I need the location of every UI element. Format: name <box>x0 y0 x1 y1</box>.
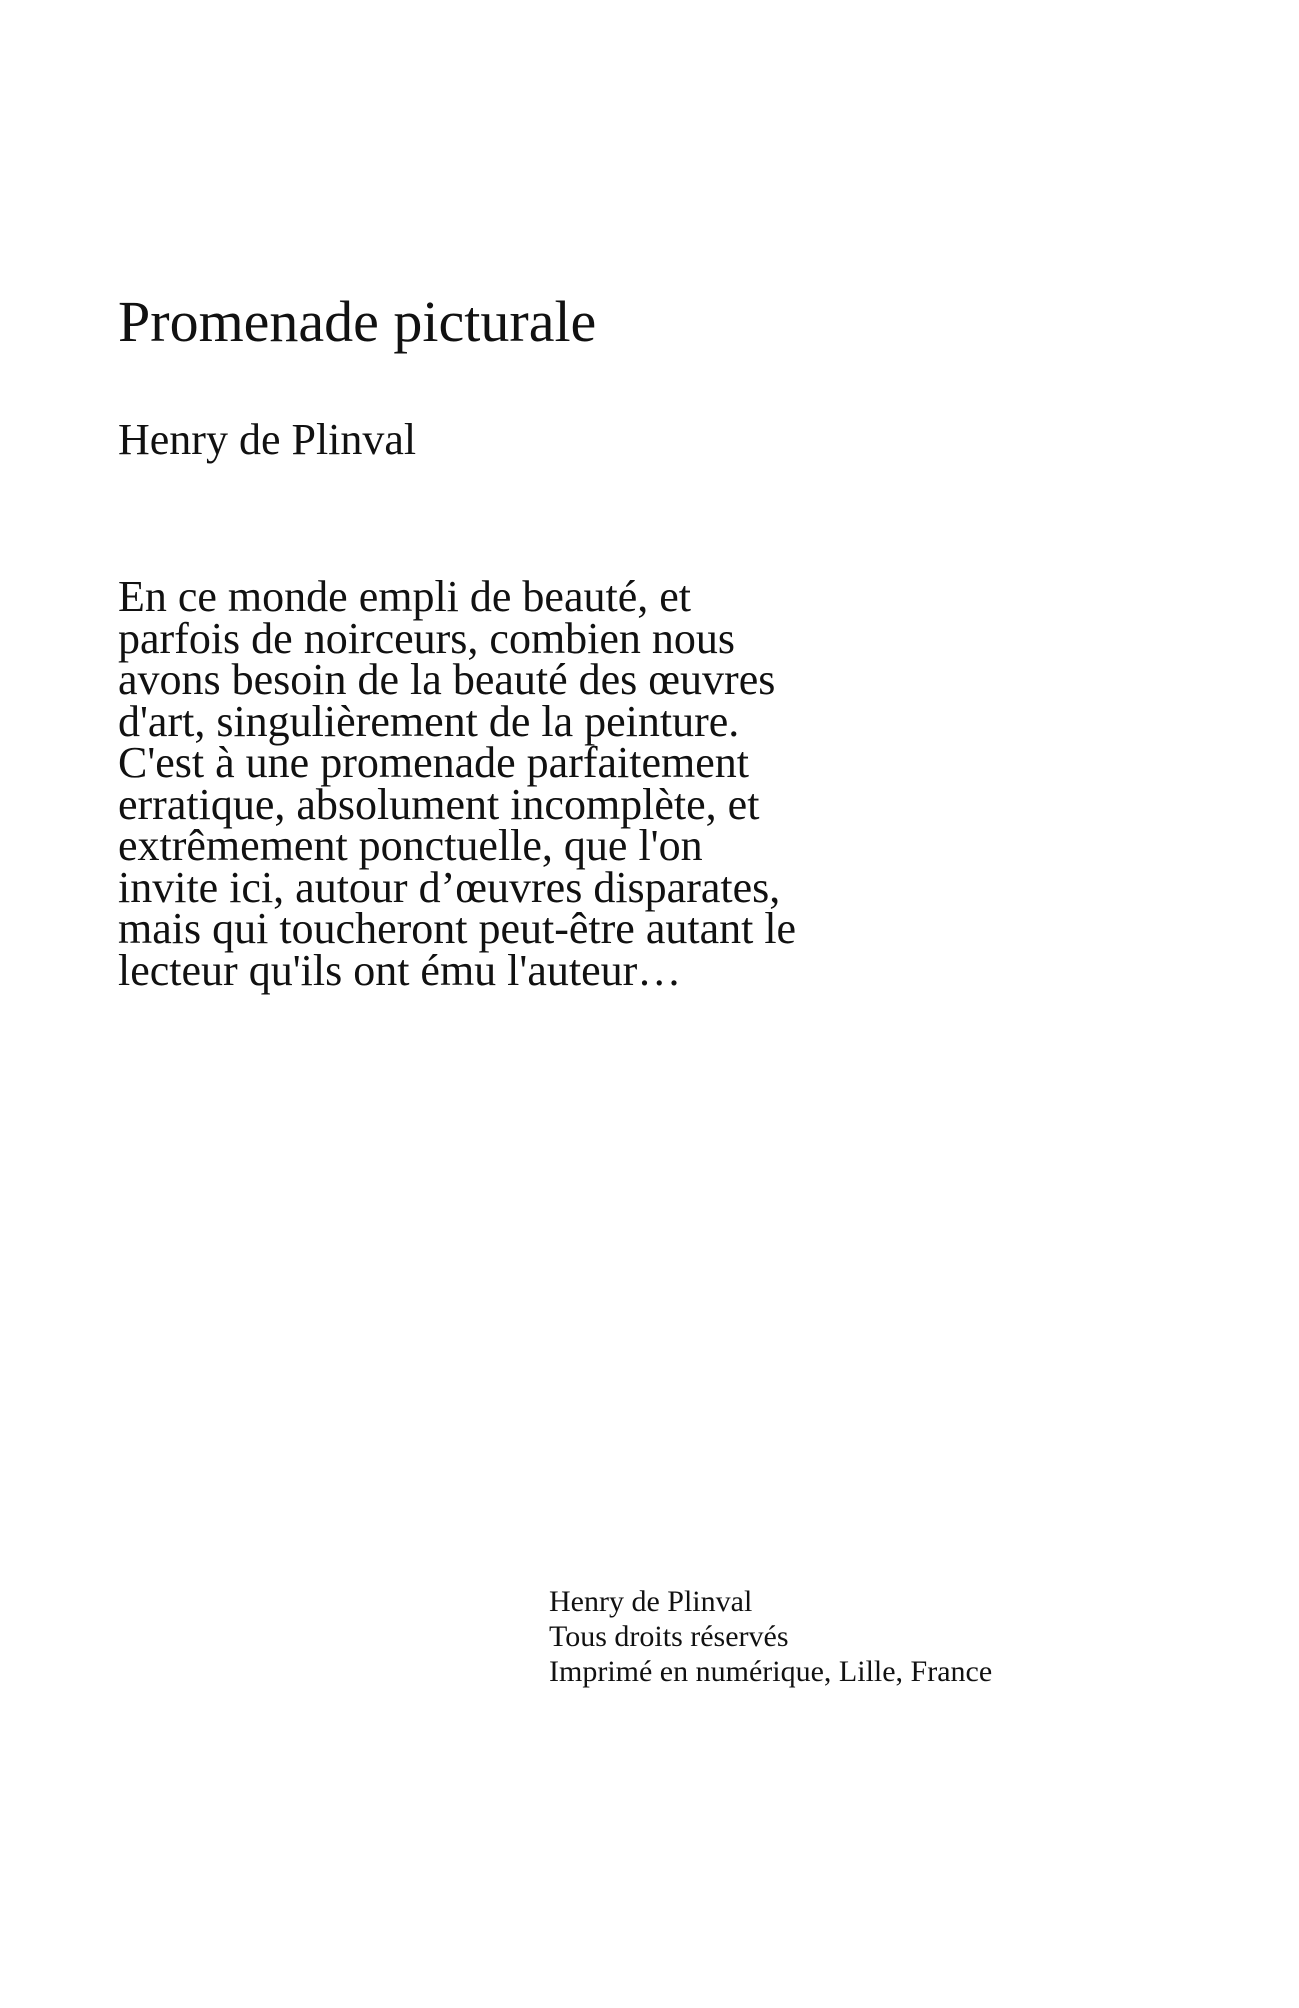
blurb-line: extrêmement ponctuelle, que l'on <box>118 821 703 870</box>
book-blurb <box>118 572 1018 995</box>
blurb-line: avons besoin de la beauté des œuvres <box>118 655 776 704</box>
blurb-line: parfois de noirceurs, combien nous <box>118 613 736 663</box>
colophon-author: Henry de Plinval <box>549 1585 753 1618</box>
blurb-line: lecteur qu'ils ont ému l'auteur… <box>118 945 682 995</box>
colophon-rights: Tous droits réservés <box>549 1620 789 1653</box>
blurb-line: mais qui toucheront peut-être autant le <box>118 904 797 953</box>
blurb-line: invite ici, autour d’œuvres disparates, <box>118 862 781 912</box>
blurb-line: erratique, absolument incomplète, et <box>118 779 760 829</box>
colophon-printed: Imprimé en numérique, Lille, France <box>549 1655 993 1688</box>
colophon <box>549 1584 992 1689</box>
book-title: Promenade picturale <box>118 289 597 354</box>
blurb-line: C'est à une promenade parfaitement <box>118 738 749 787</box>
blurb-line: d'art, singulièrement de la peinture. <box>118 696 740 746</box>
book-author: Henry de Plinval <box>118 415 417 464</box>
blurb-line: En ce monde empli de beauté, et <box>118 572 691 621</box>
